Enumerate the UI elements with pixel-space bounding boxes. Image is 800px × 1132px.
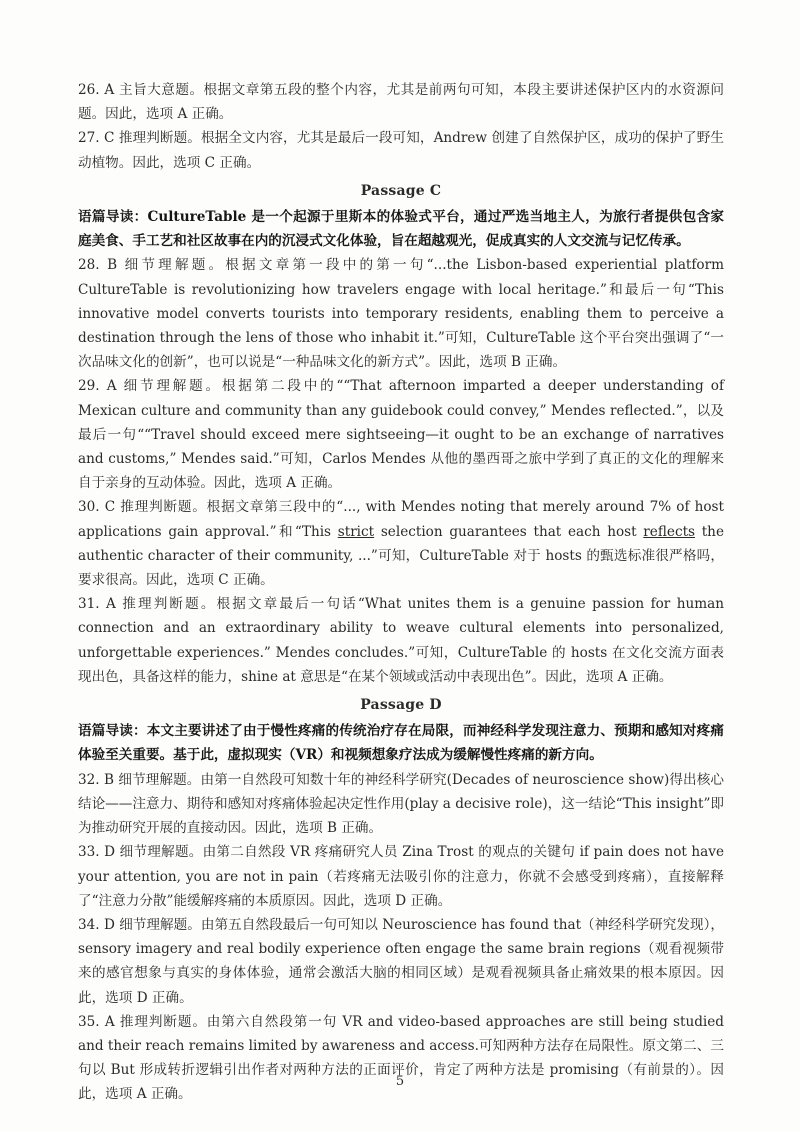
q34-explanation: 34. D 细节理解题。由第五自然段最后一句可知以 Neuroscience has found that（神经科学研究发现），sensory imagery and real bodily experience often engage the same brain regions（观看视频带来的感官想象与真实的身体体验，通常会激活大脑的相同区域）是观看视频具备止痛效果的根本原因。因此，选项 D 正确。: [78, 916, 724, 1006]
q26-explanation: 26. A 主旨大意题。根据文章第五段的整个内容，尤其是前两句可知，本段主要讲述保护区内的水资源问题。因此，选项 A 正确。: [78, 82, 724, 123]
q27-explanation: 27. C 推理判断题。根据全文内容，尤其是最后一段可知，Andrew 创建了自然保护区，成功的保护了野生动植物。因此，选项 C 正确。: [78, 130, 724, 171]
q29-explanation: 29. A 细节理解题。根据第二段中的““That afternoon imparted a deeper understanding of Mexican culture and community than any guidebook could convey,” Mendes reflected.”，以及最后一句““Travel should exceed mere sightseeing—it ought to be an exchange of narratives and customs,” Mendes said.”可知，Carlos Mendes 从他的墨西哥之旅中学到了真正的文化的理解来自于亲身的互动体验。因此，选项 A 正确。: [78, 378, 724, 492]
q31-explanation: 31. A 推理判断题。根据文章最后一句话“What unites them is a genuine passion for human connection and an extraordinary ability to weave cultural elements into personalized, unforgettable experiences.” Mendes concludes.”可知，CultureTable 的 hosts 在文化交流方面表现出色，具备这样的能力，shine at 意思是“在某个领域或活动中表现出色”。因此，选项 A 正确。: [78, 596, 724, 685]
passage-c-heading: Passage C: [360, 182, 442, 199]
q30-text-3: the authentic character of their community, ...”可知，CultureTable 对于 hosts 的甄选标准很严格吗，要求很高。因此，选项 C 正确。: [78, 523, 724, 589]
q30-underlined-strict: strict: [337, 523, 375, 540]
q33-explanation: 33. D 细节理解题。由第二自然段 VR 疼痛研究人员 Zina Trost 的观点的关键句 if pain does not have your attention, you are not in pain（若疼痛无法吸引你的注意力，你就不会感受到疼痛），直接解释了“注意力分散”能缓解疼痛的本质原因。因此，选项 D 正确。: [78, 844, 724, 909]
page-number: 5: [395, 1074, 405, 1089]
q35-explanation: 35. A 推理判断题。由第六自然段第一句 VR and video-based approaches are still being studied and their reach remains limited by awareness and access.可知两种方法存在局限性。原文第二、三句以 But 形成转折逻辑引出作者对两种方法的正面评价，肯定了两种方法是 promising（有前景的）。因此，选项 A 正确。: [78, 1013, 724, 1103]
q30-text-2: selection guarantees that each host: [374, 523, 644, 540]
q28-explanation: 28. B 细节理解题。根据文章第一段中的第一句“...the Lisbon-based experiential platform CultureTable is revolutionizing how travelers engage with local heritage.”和最后一句“This innovative model converts tourists into temporary residents, enabling them to perceive a destination through the lens of those who inhabit it.”可知，CultureTable 这个平台突出强调了“一次品味文化的创新”，也可以说是“一种品味文化的新方式”。因此，选项 B 正确。: [78, 257, 724, 371]
answer-explanations: [78, 78, 724, 1107]
q30-explanation: [78, 495, 724, 592]
q32-explanation: 32. B 细节理解题。由第一自然段可知数十年的神经科学研究(Decades of neuroscience show)得出核心结论——注意力、期待和感知对疼痛体验起决定性作用(play a decisive role)，这一结论“This insight”即为推动研究开展的直接动因。因此，选项 B 正确。: [78, 771, 724, 837]
passage-d-heading: Passage D: [360, 697, 442, 714]
passage-d-guide: 语篇导读：本文主要讲述了由于慢性疼痛的传统治疗存在局限，而神经科学发现注意力、预期和感知对疼痛体验至关重要。基于此，虚拟现实（VR）和视频想象疗法成为缓解慢性疼痛的新方向。: [78, 723, 724, 764]
passage-c-guide: 语篇导读：CultureTable 是一个起源于里斯本的体验式平台，通过严选当地主人，为旅行者提供包含家庭美食、手工艺和社区故事在内的沉浸式文化体验，旨在超越观光，促成真实的人文交流与记忆传承。: [78, 209, 724, 250]
q30-underlined-reflects: reflects: [643, 523, 696, 540]
q30-text-1: 30. C 推理判断题。根据文章第三段中的“..., with Mendes noting that merely around 7% of host applications gain approval.”和“This: [78, 499, 724, 540]
